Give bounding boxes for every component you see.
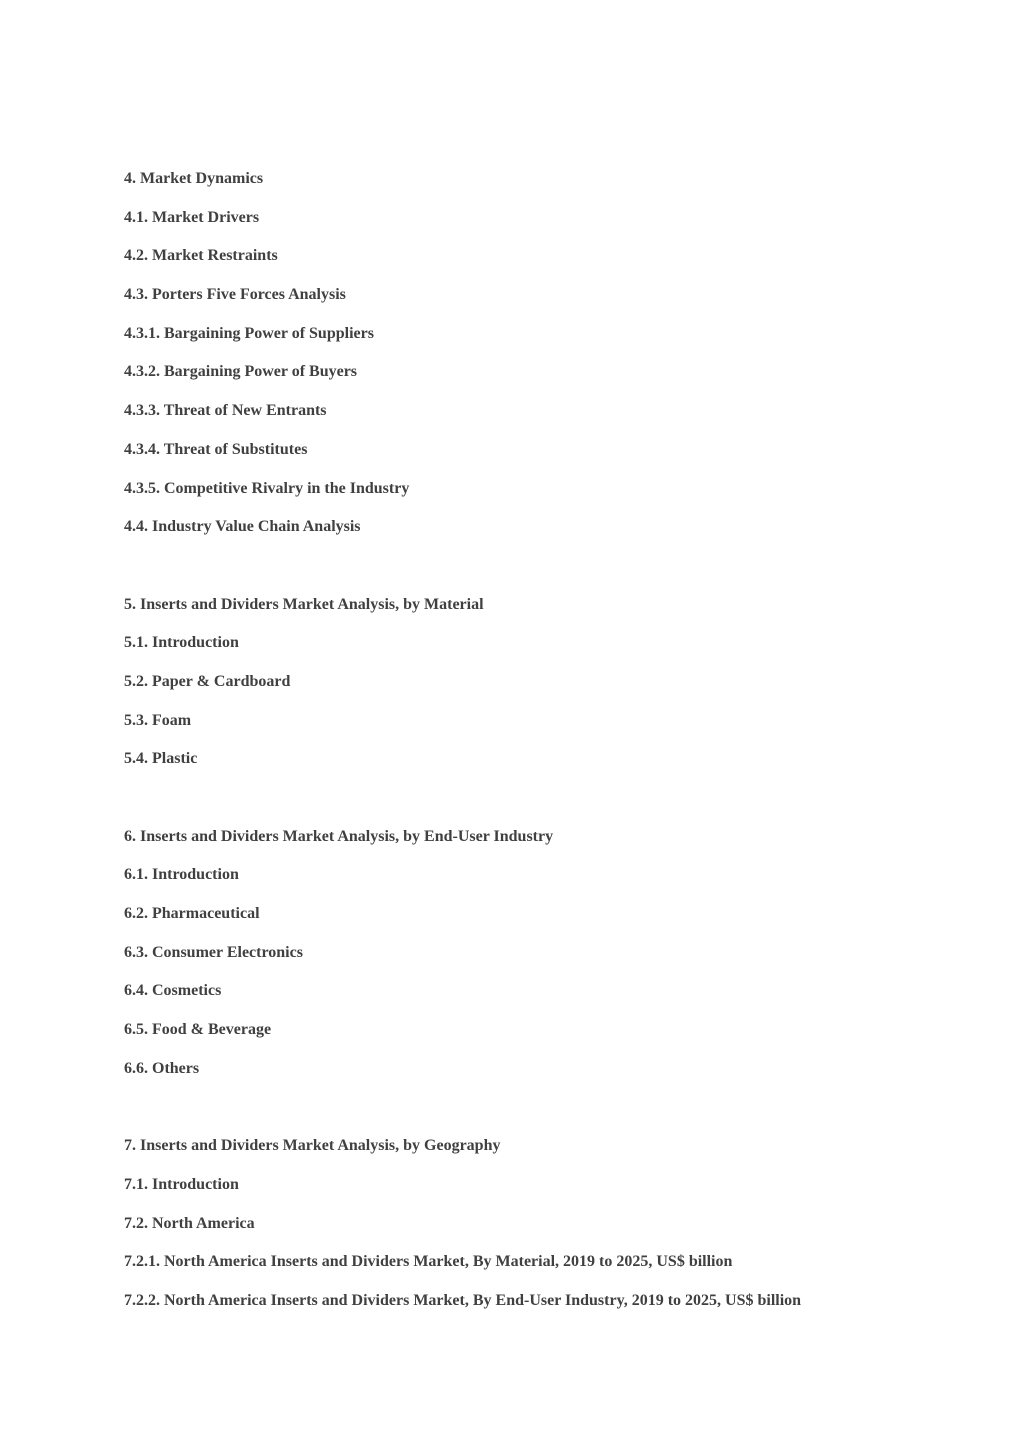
table-of-contents bbox=[124, 168, 984, 1329]
section-heading: 7. Inserts and Dividers Market Analysis, by Geography bbox=[124, 1137, 501, 1155]
toc-entry: 5.1. Introduction bbox=[124, 634, 239, 652]
toc-section bbox=[124, 168, 984, 555]
toc-entry: 4.4. Industry Value Chain Analysis bbox=[124, 518, 361, 536]
section-spacer bbox=[124, 787, 984, 826]
section-heading: 5. Inserts and Dividers Market Analysis, by Material bbox=[124, 595, 484, 613]
toc-entry: 4.3.3. Threat of New Entrants bbox=[124, 402, 327, 420]
toc-entry: 6.6. Others bbox=[124, 1059, 200, 1077]
toc-entry: 6.2. Pharmaceutical bbox=[124, 905, 260, 923]
toc-entry: 6.3. Consumer Electronics bbox=[124, 943, 303, 961]
toc-entry: 5.2. Paper & Cardboard bbox=[124, 672, 291, 690]
toc-entry: 4.3.2. Bargaining Power of Buyers bbox=[124, 363, 358, 381]
toc-entry: 6.1. Introduction bbox=[124, 866, 239, 884]
section-heading: 6. Inserts and Dividers Market Analysis, by End-User Industry bbox=[124, 827, 554, 845]
toc-entry: 4.3.1. Bargaining Power of Suppliers bbox=[124, 324, 374, 342]
toc-entry: 6.5. Food & Beverage bbox=[124, 1021, 272, 1039]
toc-entry: 7.1. Introduction bbox=[124, 1175, 239, 1193]
toc-entry: 4.2. Market Restraints bbox=[124, 247, 278, 265]
toc-entry: 7.2.2. North America Inserts and Dividers Market, By End-User Industry, 2019 to 2025, US$ billion bbox=[124, 1291, 802, 1309]
toc-entry: 4.3.5. Competitive Rivalry in the Industry bbox=[124, 479, 410, 497]
section-spacer bbox=[124, 555, 984, 594]
toc-entry: 4.1. Market Drivers bbox=[124, 208, 260, 226]
section-heading: 4. Market Dynamics bbox=[124, 170, 264, 187]
toc-section bbox=[124, 594, 984, 787]
toc-entry: 5.3. Foam bbox=[124, 711, 192, 729]
toc-entry: 7.2.1. North America Inserts and Dividers Market, By Material, 2019 to 2025, US$ billion bbox=[124, 1253, 733, 1271]
toc-entry: 6.4. Cosmetics bbox=[124, 982, 222, 1000]
section-spacer bbox=[124, 1097, 984, 1136]
toc-entry: 7.2. North America bbox=[124, 1214, 255, 1232]
toc-entry: 4.3. Porters Five Forces Analysis bbox=[124, 286, 346, 304]
toc-entry: 5.4. Plastic bbox=[124, 750, 198, 768]
toc-entry: 4.3.4. Threat of Substitutes bbox=[124, 440, 308, 458]
toc-section bbox=[124, 826, 984, 1097]
toc-section bbox=[124, 1135, 984, 1328]
